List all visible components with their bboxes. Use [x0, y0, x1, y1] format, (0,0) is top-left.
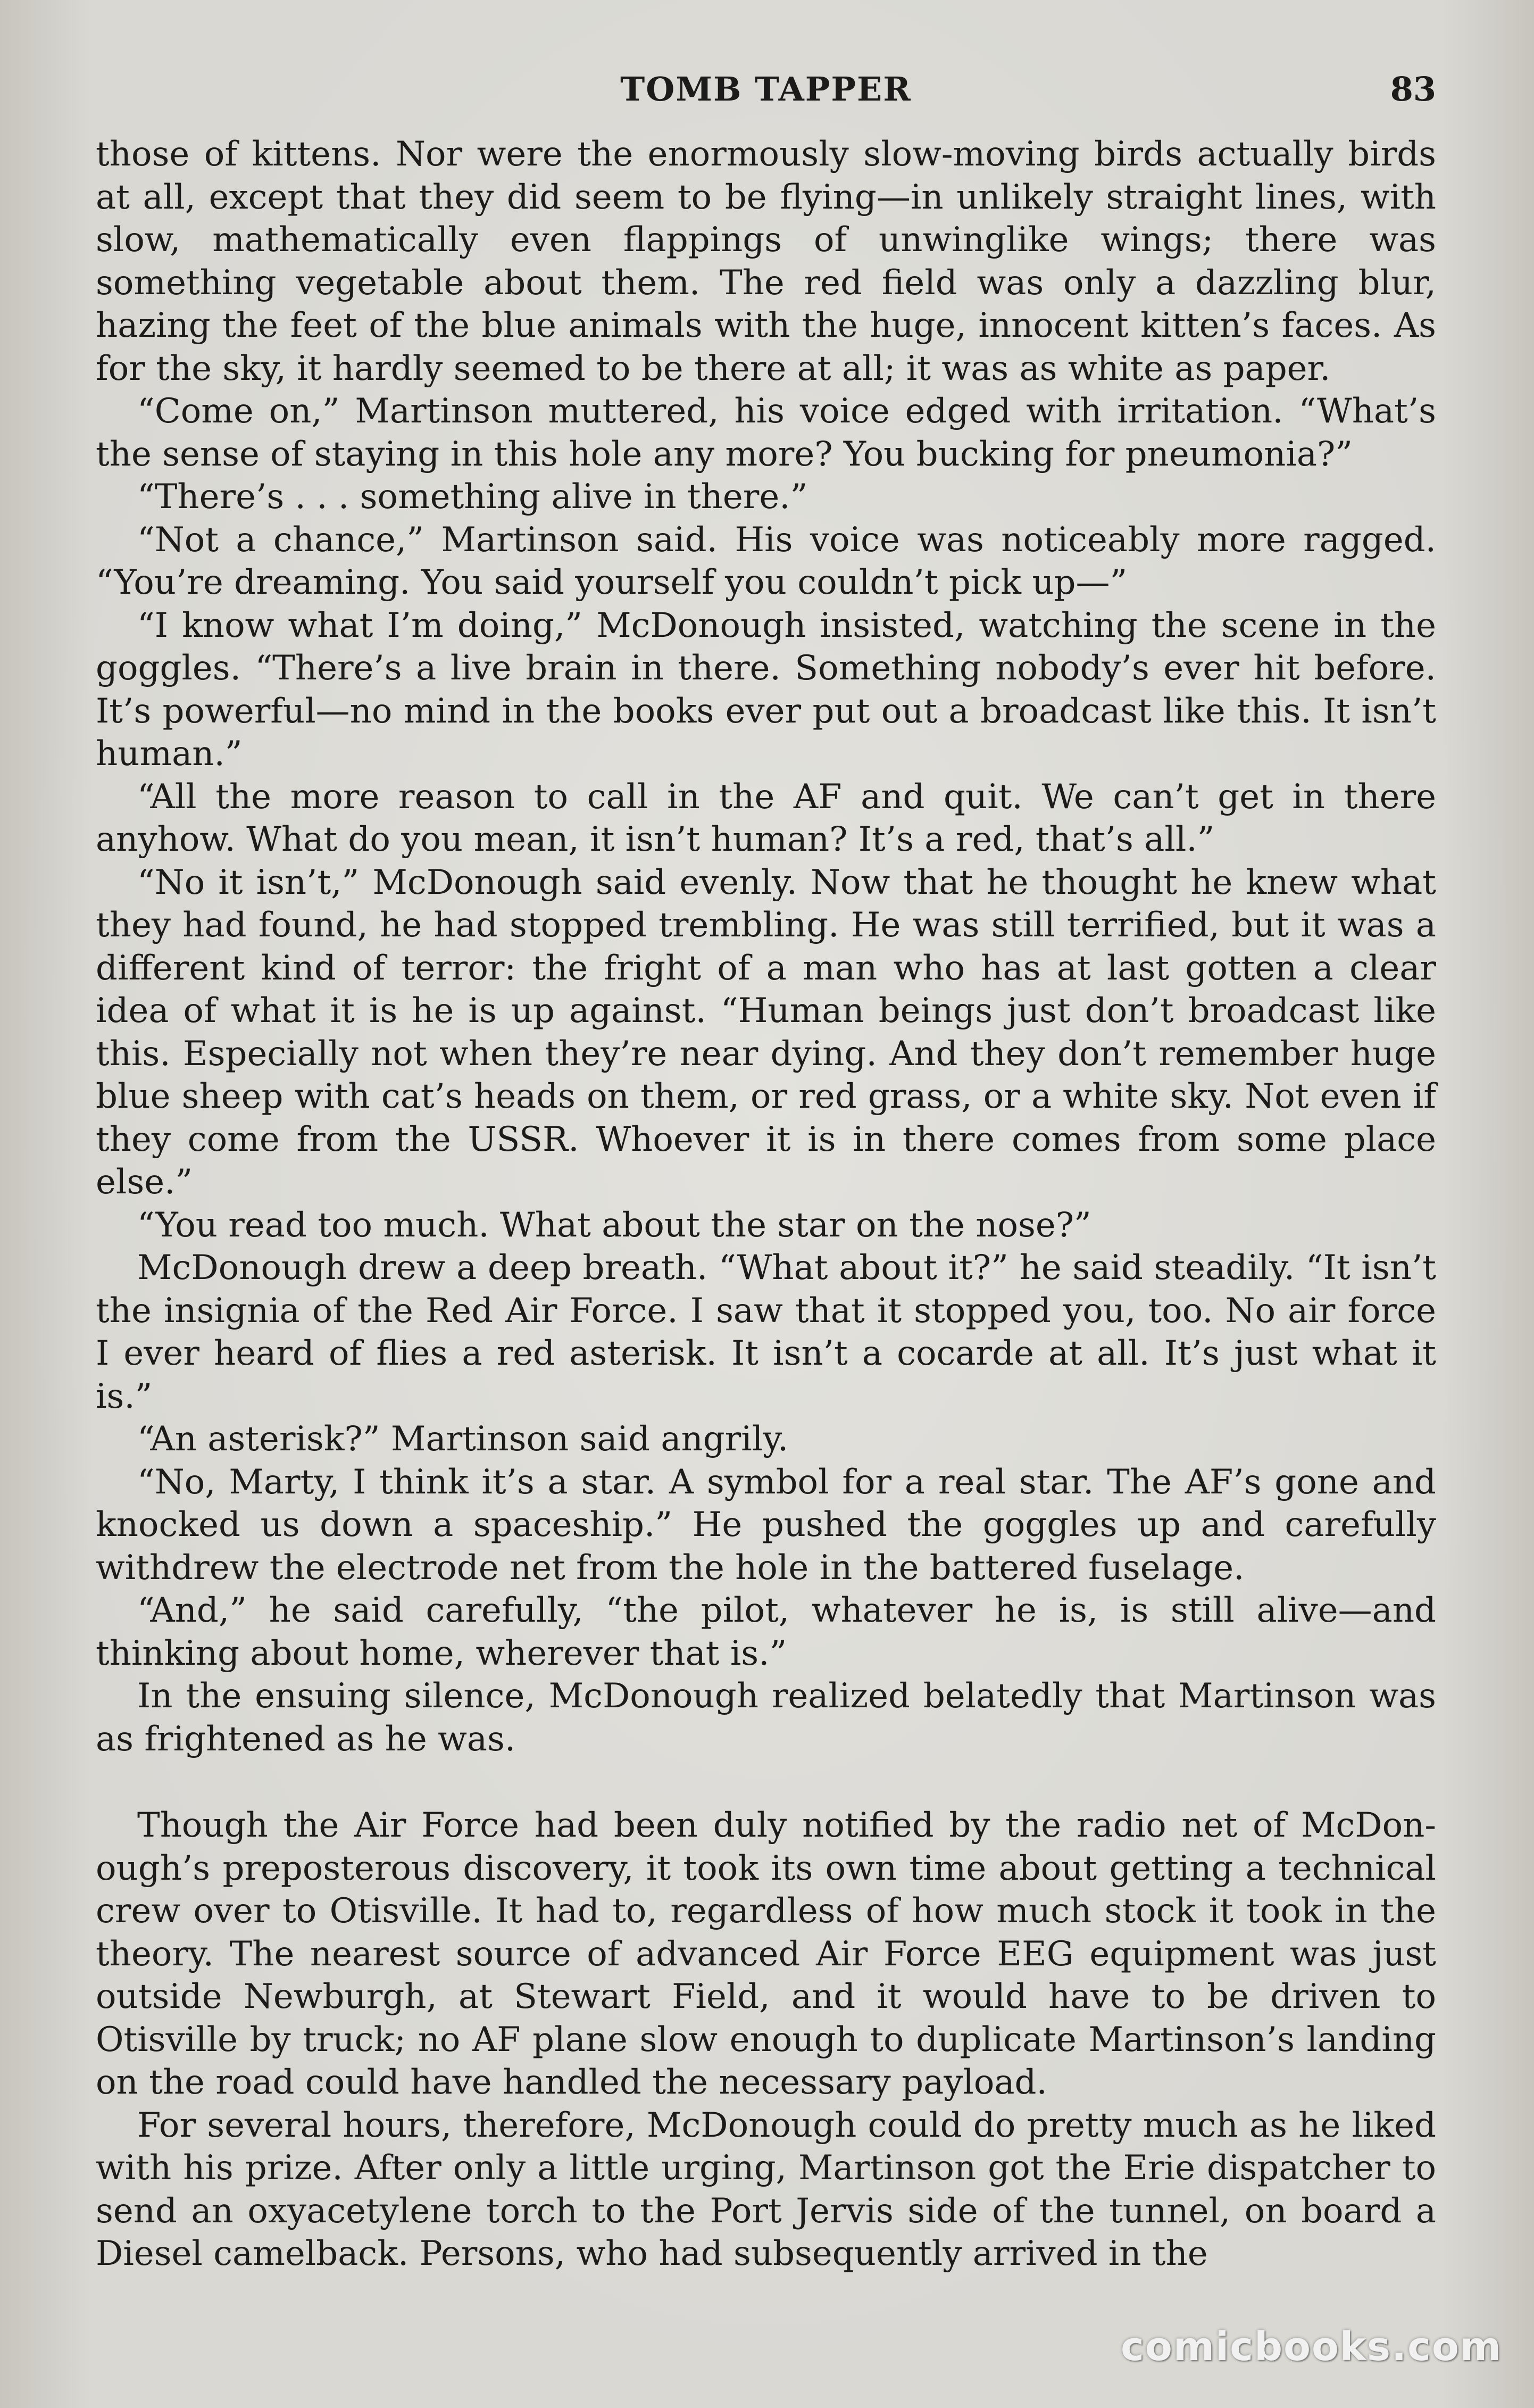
paragraph-4: “Not a chance,” Martinson said. His voice was noticeably more ragged. “You’re dreaming. You said yourself you couldn’t pick up—” — [96, 520, 1436, 602]
watermark-logo: comicbooks.com — [1121, 2324, 1502, 2370]
paragraph-12: “And,” he said carefully, “the pilot, whatever he is, is still alive—and thinking about home, wherever that is.” — [96, 1591, 1436, 1673]
paragraph-1: those of kittens. Nor were the enormously slow-moving birds actually birds at all, except that they did seem to be flying—in unlikely straight lines, with slow, mathematically even flappings of unwinglike wings; there was something vegetable about them. The red field was only a dazzling blur, hazing the feet of the blue animals with the huge, innocent kitten’s faces. As for the sky, it hardly seemed to be there at all; it was as white as paper. — [96, 135, 1436, 388]
running-title: TOMB TAPPER — [620, 70, 912, 109]
paragraph-7: “No it isn’t,” McDonough said evenly. Now that he thought he knew what they had found, he had stopped trembling. He was still terrified, but it was a different kind of terror: the fright of a man who has at last gotten a clear idea of what it is he is up against. “Human beings just don’t broadcast like this. Especially not when they’re near dying. And they don’t remember huge blue sheep with cat’s heads on them, or red grass, or a white sky. Not even if they come from the USSR. Whoever it is in there comes from some place else.” — [96, 862, 1436, 1202]
paragraph-11: “No, Marty, I think it’s a star. A symbol for a real star. The AF’s gone and knocked us down a spaceship.” He pushed the goggles up and carefully withdrew the electrode net from the hole in the battered fuselage. — [96, 1462, 1436, 1588]
paragraph-2: “Come on,” Martinson muttered, his voice edged with irritation. “What’s the sense of staying in this hole any more? You bucking for pneumonia?” — [96, 392, 1436, 474]
body-text — [96, 133, 1436, 2276]
running-head — [96, 63, 1436, 116]
paragraph-10: “An asterisk?” Martinson said angrily. — [137, 1419, 789, 1459]
page-number: 83 — [1390, 70, 1436, 109]
paragraph-8: “You read too much. What about the star on the nose?” — [137, 1205, 1091, 1245]
paragraph-5: “I know what I’m doing,” McDonough insisted, watching the scene in the goggles. “There’s a live brain in there. Something nobody’s ever hit before. It’s powerful—no mind in the books ever put out a broadcast like this. It isn’t human.” — [96, 605, 1436, 774]
paragraph-9: McDonough drew a deep breath. “What about it?” he said steadily. “It isn’t the insignia of the Red Air Force. I saw that it stopped you, too. No air force I ever heard of flies a red asterisk. It isn’t a cocarde at all. It’s just what it is.” — [96, 1248, 1436, 1416]
paragraph-3: “There’s . . . something alive in there.” — [137, 477, 808, 517]
section-break — [96, 1761, 1436, 1804]
paragraph-13: In the ensuing silence, McDonough realized belatedly that Martinson was as frightened as he was. — [96, 1676, 1436, 1759]
paragraph-14: Though the Air Force had been duly notified by the radio net of McDonough’s preposterous discovery, it took its own time about getting a technical crew over to Otisville. It had to, regardless of how much stock it took in the theory. The nearest source of advanced Air Force EEG equipment was just outside Newburgh, at Stewart Field, and it would have to be driven to Otisville by truck; no AF plane slow enough to duplicate Martinson’s landing on the road could have handled the necessary payload. — [96, 1806, 1436, 2102]
paragraph-6: “All the more reason to call in the AF and quit. We can’t get in there anyhow. What do you mean, it isn’t human? It’s a red, that’s all.” — [96, 777, 1436, 859]
paragraph-15: For several hours, therefore, McDonough could do pretty much as he liked with his prize. After only a little urging, Martinson got the Erie dispatcher to send an oxyacetylene torch to the Port Jervis side of the tunnel, on board a Diesel camelback. Persons, who had subsequently arrived in the — [96, 2105, 1436, 2273]
